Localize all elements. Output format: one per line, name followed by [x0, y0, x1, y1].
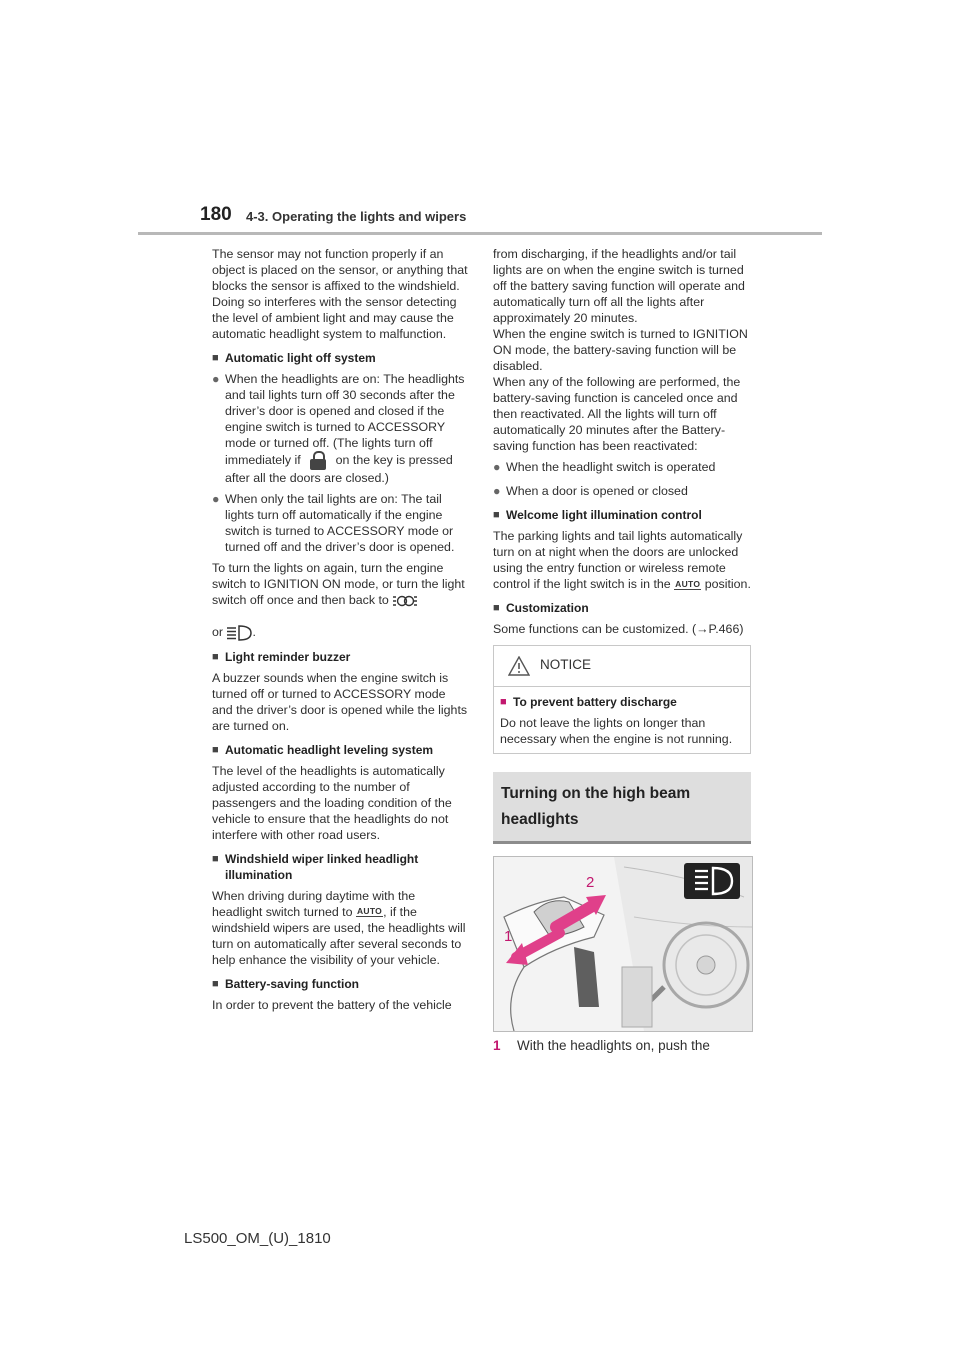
heading-text: Automatic light off system	[225, 351, 376, 365]
step-text: With the headlights on, push the	[517, 1038, 710, 1053]
header-divider	[138, 232, 822, 235]
heading-text: Battery-saving function	[225, 976, 360, 991]
paragraph-welcome: The parking lights and tail lights automatically turn on at night when the doors are unlocked using the entry function or wireless remote control if the light switch is in the AUTO position.	[493, 529, 751, 591]
notice-text: Do not leave the lights on longer than necessary when the engine is not running.	[500, 716, 733, 746]
page-header	[0, 0, 960, 240]
heading-customization	[493, 600, 751, 616]
heading-text: Automatic headlight leveling system	[225, 742, 434, 757]
heading-wiper-linked	[212, 851, 468, 883]
heading-text: To prevent battery discharge	[513, 695, 677, 709]
parking-light-icon	[392, 594, 418, 608]
auto-icon: AUTO	[675, 578, 701, 589]
bullet-text: When only the tail lights are on: The tail lights turn off automatically if the engine switch is turned to ACCESSORY mode or turned off and the driver’s door is opened.	[225, 492, 455, 554]
square-bullet-icon: ■	[493, 509, 500, 521]
round-bullet-icon: ●	[212, 492, 220, 506]
high-beam-heading: Turning on the high beam headlights	[493, 772, 751, 844]
paragraph-leveling: The level of the headlights is automatically adjusted according to the number of passengers and the loading condition of the vehicle to ensure that the headlights do not interfere with other road users.	[212, 763, 452, 842]
lever-illustration	[494, 857, 752, 1031]
round-bullet-icon: ●	[212, 372, 220, 386]
heading-text: Windshield wiper linked headlight illumination	[225, 851, 419, 882]
bullet-switch-operated	[493, 459, 751, 475]
section-title: 4-3. Operating the lights and wipers	[246, 209, 467, 224]
notice-title: NOTICE	[540, 657, 592, 672]
notice-heading	[500, 694, 744, 710]
illustration-label-2: 2	[586, 874, 595, 891]
right-column	[493, 246, 751, 1054]
square-bullet-icon: ■	[500, 696, 507, 708]
step-number: 1	[493, 1038, 501, 1053]
bullet-text-continued: on the key is pressed after all the doors are closed.)	[225, 452, 453, 485]
page-number: 180	[200, 204, 232, 225]
paragraph-ignition: When the engine switch is turned to IGNITION ON mode, the battery-saving function will be disabled.	[493, 327, 748, 373]
notice-body	[494, 687, 750, 753]
paragraph-turn-on-again: To turn the lights on again, turn the engine switch to IGNITION ON mode, or turn the light switch off once and then back to or .	[212, 561, 465, 639]
paragraph-sensor: The sensor may not function properly if an object is placed on the sensor, or anything that blocks the sensor is affixed to the windshield.	[212, 247, 468, 293]
paragraph-customization: Some functions can be customized. (→P.466)	[493, 622, 744, 636]
step-1	[493, 1038, 751, 1054]
footer-code: LS500_OM_(U)_1810	[184, 1230, 331, 1247]
heading-text: Welcome light illumination control	[506, 508, 702, 522]
paragraph-following: When any of the following are performed, the battery-saving function is canceled once and then reactivated. All the lights will turn off automatically 20 minutes after the Battery- saving function has been reactivated:	[493, 375, 741, 453]
bullet-text: When the headlight switch is operated	[506, 460, 716, 474]
lock-icon	[310, 451, 326, 470]
paragraph-battery-continued: from discharging, if the headlights and/or tail lights are on when the engine switch is turned off the battery saving function will operate and automatically turn off all the lights after approximately 20 minutes.	[493, 247, 745, 325]
heading-welcome-light	[493, 507, 751, 523]
bullet-text: When the headlights are on: The headlights and tail lights turn off 30 seconds after the driver’s door is opened and closed if the engine switch is turned to ACCESSORY mode or turned off. (The lights turn off immediately if	[225, 372, 465, 467]
square-bullet-icon: ■	[212, 743, 219, 756]
bullet-headlights-on	[212, 371, 468, 486]
illustration-label-1: 1	[504, 928, 513, 945]
round-bullet-icon: ●	[493, 484, 501, 498]
square-bullet-icon: ■	[212, 650, 219, 663]
bullet-text: When a door is opened or closed	[506, 484, 688, 498]
heading-text: Light reminder buzzer	[225, 649, 351, 664]
notice-header	[494, 646, 750, 687]
left-column	[212, 246, 468, 1013]
square-bullet-icon: ■	[212, 352, 219, 364]
paragraph-reminder: A buzzer sounds when the engine switch is turned off or turned to ACCESSORY mode and the driver’s door is opened while the lights are turned on.	[212, 670, 468, 733]
notice-box	[493, 645, 751, 754]
round-bullet-icon: ●	[493, 460, 501, 474]
heading-leveling	[212, 742, 468, 758]
heading-auto-light-off	[212, 350, 468, 366]
square-bullet-icon: ■	[212, 852, 219, 865]
paragraph-wiper: When driving during daytime with the headlight switch turned to AUTO, if the windshield wipers are used, the headlights will turn on automatically after several seconds to help enhance the visibility of your vehicle.	[212, 888, 466, 967]
auto-icon: AUTO	[356, 906, 383, 917]
headlight-icon	[226, 625, 252, 641]
heading-battery-saving	[212, 976, 468, 992]
square-bullet-icon: ■	[212, 977, 219, 990]
bullet-tail-lights-only	[212, 491, 468, 555]
heading-text: Customization	[506, 601, 589, 615]
paragraph-sensor-interference: Doing so interferes with the sensor detecting the level of ambient light and may cause the automatic headlight system to malfunction.	[212, 295, 457, 341]
high-beam-illustration	[493, 856, 753, 1032]
square-bullet-icon: ■	[493, 602, 500, 614]
heading-reminder-buzzer	[212, 649, 468, 665]
paragraph-battery-start: In order to prevent the battery of the vehicle	[212, 997, 452, 1012]
bullet-door	[493, 483, 751, 499]
warning-triangle-icon	[508, 656, 530, 676]
